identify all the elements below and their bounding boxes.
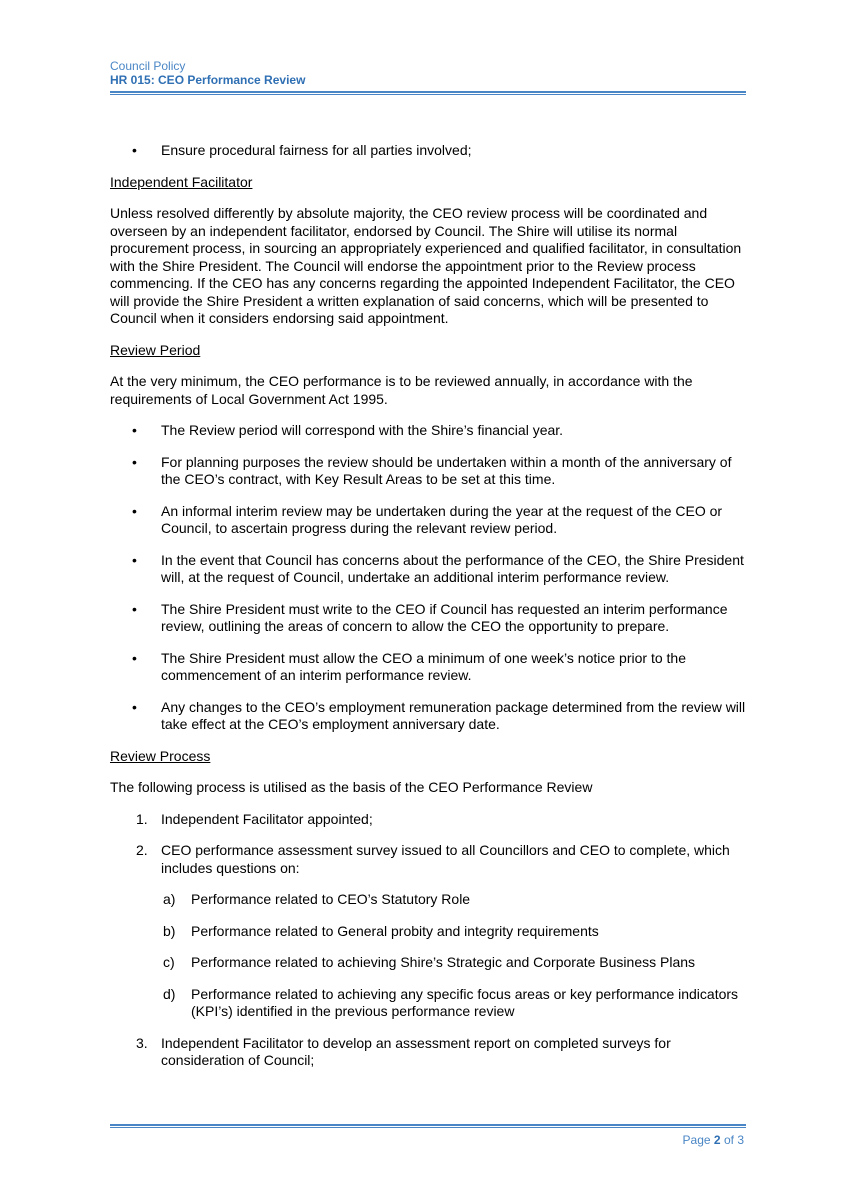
bullet-glyph: •: [132, 453, 137, 470]
period-paragraph: At the very minimum, the CEO performance is to be reviewed annually, in accordance with the requirements of Local Government Act 1995.: [110, 373, 693, 407]
bullet-text: An informal interim review may be undertaken during the year at the request of the CEO or Council, to ascertain progress during the relevant review period.: [161, 502, 723, 536]
substep-letter: b): [163, 922, 176, 939]
list-item: [110, 1035, 746, 1070]
substep-text: Performance related to General probity and integrity requirements: [191, 922, 599, 939]
page-number: [683, 1133, 744, 1147]
bullet-glyph: •: [132, 600, 137, 617]
substep-text: Performance related to achieving any specific focus areas or key performance indicators (KPI’s) identified in the previous performance review: [191, 985, 739, 1019]
step-text: Independent Facilitator appointed;: [161, 810, 373, 827]
facilitator-paragraph: Unless resolved differently by absolute majority, the CEO review process will be coordinated and overseen by an independent facilitator, endorsed by Council. The Shire will utilise its normal procurement process, in sourcing an appropriately experienced and qualified facilitator, in consultation with the Shire President. The Council will endorse the appointment prior to the Review process commencing. If the CEO has any concerns regarding the appointed Independent Facilitator, the CEO will provide the Shire President a written explanation of said concerns, which will be presented to Council when it considers endorsing said appointment.: [110, 205, 742, 326]
bullet-glyph: •: [132, 142, 137, 158]
section-heading-facilitator: Independent Facilitator: [110, 173, 253, 190]
section-heading-process: Review Process: [110, 747, 211, 764]
period-bullet-list: [110, 422, 746, 734]
bullet-text: The Review period will correspond with the Shire’s financial year.: [161, 422, 564, 438]
list-item: [110, 601, 746, 636]
bullet-glyph: •: [132, 649, 137, 666]
list-item: [110, 552, 746, 587]
page-header: [110, 59, 746, 88]
bullet-text: For planning purposes the review should be undertaken within a month of the anniversary of the CEO’s contract, with Key Result Areas to be set at this time.: [161, 453, 732, 487]
list-item: [110, 454, 746, 489]
policy-title: HR 015: CEO Performance Review: [110, 73, 306, 87]
process-paragraph: The following process is utilised as the basis of the CEO Performance Review: [110, 779, 593, 795]
step-number: 2.: [136, 842, 148, 858]
list-item: [110, 842, 746, 1021]
list-item: [110, 503, 746, 538]
substep-letter: c): [163, 954, 175, 970]
list-item: [110, 422, 746, 440]
page-total: 3: [737, 1133, 744, 1147]
page-current: 2: [713, 1133, 721, 1147]
doc-type-label: Council Policy: [110, 59, 186, 73]
bullet-text: The Shire President must write to the CEO if Council has requested an interim performance review, outlining the areas of concern to allow the CEO the opportunity to prepare.: [161, 600, 728, 634]
step-number: 3.: [136, 1034, 148, 1051]
bullet-glyph: •: [132, 422, 137, 438]
bullet-text: Any changes to the CEO’s employment remuneration package determined from the review will take effect at the CEO’s employment anniversary date.: [161, 698, 746, 732]
substep-text: Performance related to CEO’s Statutory Role: [191, 891, 471, 907]
step-number: 1.: [136, 810, 148, 827]
bullet-glyph: •: [132, 502, 137, 519]
list-item: [110, 142, 746, 160]
header-rule: [110, 91, 746, 95]
bullet-text: In the event that Council has concerns about the performance of the CEO, the Shire President will, at the request of Council, undertake an additional interim performance review.: [161, 551, 744, 585]
substep-list: [161, 891, 746, 1021]
substep-text: Performance related to achieving Shire’s Strategic and Corporate Business Plans: [191, 954, 696, 970]
list-item: [161, 891, 746, 909]
bullet-glyph: •: [132, 698, 137, 715]
list-item: [110, 699, 746, 734]
substep-letter: d): [163, 985, 176, 1002]
bullet-text: Ensure procedural fairness for all parties involved;: [161, 142, 472, 158]
section-heading-period: Review Period: [110, 341, 201, 358]
list-item: [161, 986, 746, 1021]
page-separator: of: [723, 1133, 734, 1147]
list-item: [110, 811, 746, 829]
list-item: [161, 954, 746, 972]
bullet-glyph: •: [132, 551, 137, 568]
list-item: [110, 650, 746, 685]
process-step-list: [110, 811, 746, 1070]
step-text: Independent Facilitator to develop an assessment report on completed surveys for consideration of Council;: [161, 1034, 671, 1068]
list-item: [161, 923, 746, 941]
substep-letter: a): [163, 891, 176, 907]
document-body: [110, 142, 746, 1084]
footer-rule: [110, 1124, 746, 1128]
intro-bullet-list: [110, 142, 746, 160]
bullet-text: The Shire President must allow the CEO a minimum of one week’s notice prior to the commencement of an interim performance review.: [161, 649, 686, 683]
step-text: CEO performance assessment survey issued to all Councillors and CEO to complete, which includes questions on:: [161, 842, 730, 876]
page-prefix: Page: [682, 1133, 711, 1147]
